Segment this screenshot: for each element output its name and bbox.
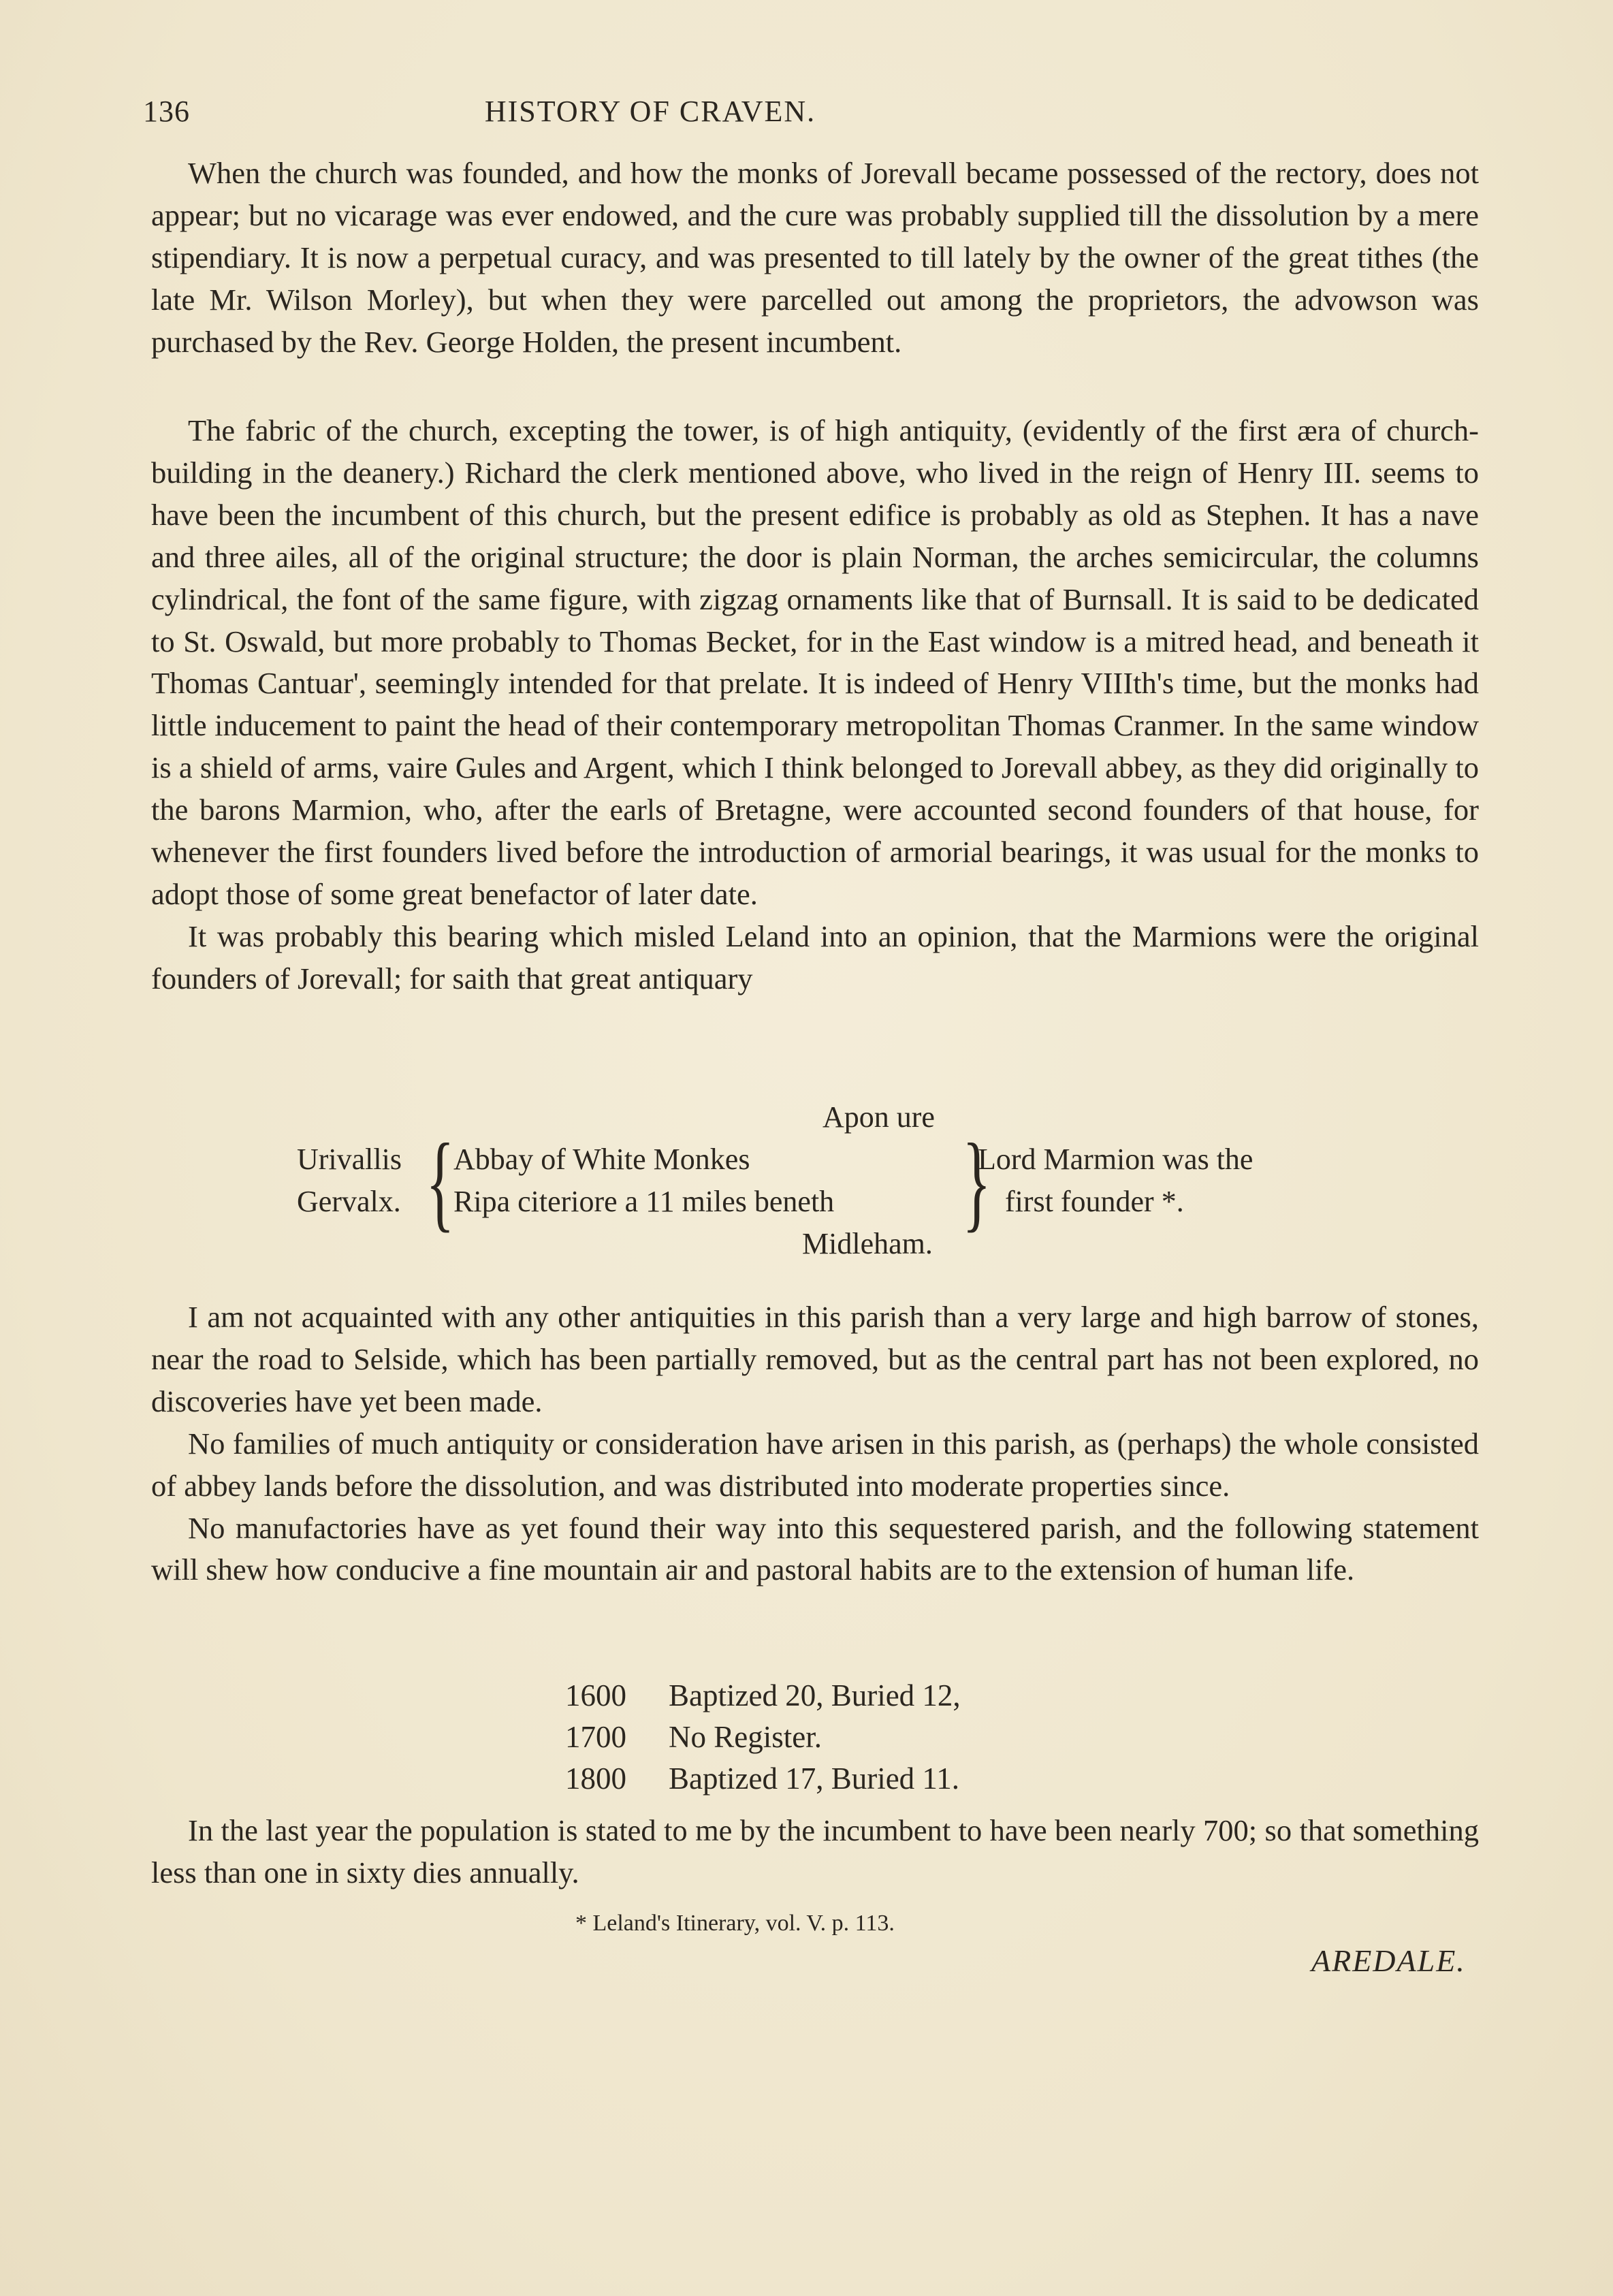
paragraph-antiquities: [151, 1296, 1479, 1591]
register-entry: Baptized 20, Buried 12,: [669, 1678, 961, 1712]
register-row: [565, 1675, 961, 1717]
verse-mid-2: Ripa citeriore a 11 miles beneth: [453, 1185, 835, 1218]
paragraph-text: It was probably this bearing which misled Leland into an opinion, that the Marmions were the original founders of Jorevall; for saith that great antiquary: [151, 919, 1479, 995]
verse-left-2: Gervalx.: [297, 1185, 401, 1218]
right-brace: }: [962, 1121, 991, 1242]
left-brace: {: [426, 1121, 455, 1242]
register-year: 1600: [565, 1678, 626, 1712]
register-year: 1800: [565, 1761, 626, 1796]
paragraph-text: In the last year the population is stated to me by the incumbent to have been nearly 700; so that something less than one in sixty dies annually.: [151, 1813, 1479, 1890]
register-entry: No Register.: [669, 1720, 822, 1754]
verse-mid-1: Abbay of White Monkes: [453, 1143, 750, 1176]
register-entry: Baptized 17, Buried 11.: [669, 1761, 959, 1796]
paragraph-text: I am not acquainted with any other antiquities in this parish than a very large and high barrow of stones, near the road to Selside, which has been partially removed, but as the central part has not been explored, no discoveries have yet been made.: [151, 1300, 1479, 1418]
paragraph-church-fabric: [151, 410, 1479, 1000]
paragraph-text: The fabric of the church, excepting the tower, is of high antiquity, (evidently of the first æra of church-building in the deanery.) Richard the clerk mentioned above, who lived in the reign of Henry III. seems to have been the incumbent of this church, but the present edifice is probably as old as Stephen. It has a nave and three ailes, all of the original structure; the door is plain Norman, the arches semicircular, the columns cylindrical, the font of the same figure, with zigzag ornaments like that of Burnsall. It is said to be dedicated to St. Oswald, but more probably to Thomas Becket, for in the East window is a mitred head, and beneath it Thomas Cantuar', seemingly intended for that prelate. It is indeed of Henry VIIIth's time, but the monks had little inducement to paint the head of their contemporary metropolitan Thomas Cranmer. In the same window is a shield of arms, vaire Gules and Argent, which I think belonged to Jorevall abbey, as they did originally to the barons Marmion, who, after the earls of Bretagne, were accounted second founders of that house, for whenever the first founders lived before the introduction of armorial bearings, it was usual for the monks to adopt those of some great benefactor of later date.: [151, 413, 1479, 911]
register-row: [565, 1717, 961, 1758]
verse-mid-3: Midleham.: [802, 1227, 933, 1260]
leland-quotation: [297, 1100, 1332, 1270]
register-row: [565, 1758, 961, 1800]
page-number: 136: [143, 95, 190, 128]
parish-register-table: [565, 1675, 961, 1800]
catchword: AREDALE.: [1311, 1943, 1466, 1978]
paragraph-text: No families of much antiquity or consideration have arisen in this parish, as (perhaps) the whole consisted of abbey lands before the dissolution, and was distributed into moderate properties since.: [151, 1426, 1479, 1503]
paragraph-text: No manufactories have as yet found their way into this sequestered parish, and the following statement will shew how conducive a fine mountain air and pastoral habits are to the extension of human life.: [151, 1510, 1479, 1587]
verse-right-2: first founder *.: [1005, 1185, 1184, 1218]
verse-right-1: Lord Marmion was the: [978, 1143, 1253, 1176]
paragraph-church-founding: [151, 153, 1479, 364]
verse-left-1: Urivallis: [297, 1143, 402, 1176]
verse-mid-0: Apon ure: [823, 1100, 935, 1134]
paragraph-text: When the church was founded, and how the monks of Jorevall became possessed of the rectory, does not appear; but no vicarage was ever endowed, and the cure was probably supplied till the dissolution by a mere stipendiary. It is now a perpetual curacy, and was presented to till lately by the owner of the great tithes (the late Mr. Wilson Morley), but when they were parcelled out among the proprietors, the advowson was purchased by the Rev. George Holden, the present incumbent.: [151, 156, 1479, 359]
register-year: 1700: [565, 1720, 626, 1754]
running-title: HISTORY OF CRAVEN.: [484, 95, 816, 128]
footnote: * Leland's Itinerary, vol. V. p. 113.: [575, 1911, 895, 1936]
paragraph-population: [151, 1810, 1479, 1894]
